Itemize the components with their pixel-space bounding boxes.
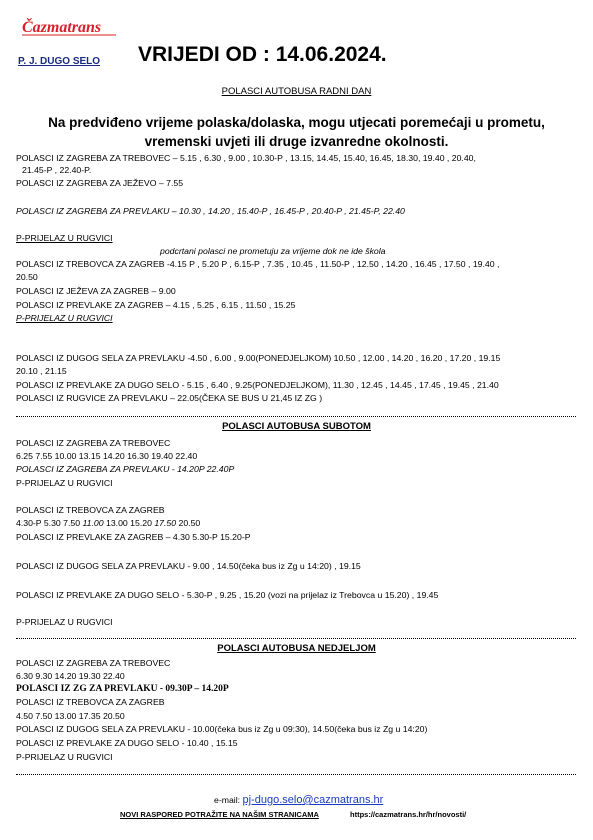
unit-label: P. J. DUGO SELO bbox=[18, 56, 101, 67]
saturday-line: POLASCI IZ TREBOVCA ZA ZAGREB bbox=[16, 505, 165, 515]
email-row bbox=[214, 794, 383, 806]
weekday-line: POLASCI IZ DUGOG SELA ZA PREVLAKU -4.50 , 6.00 , 9.00(PONEDJELJKOM) 10.50 , 12.00 , 14.20 , 16.20 , 17.20 , 19.15 bbox=[16, 353, 501, 363]
sunday-line: POLASCI IZ ZG ZA PREVLAKU - 09.30P – 14.20P bbox=[16, 684, 229, 694]
time-italic: 17.50 bbox=[154, 518, 177, 528]
weekday-line: POLASCI IZ JEŽEVA ZA ZAGREB – 9.00 bbox=[16, 286, 176, 296]
weekday-line: POLASCI IZ ZAGREBA ZA TREBOVEC – 5.15 , 6.30 , 9.00 , 10.30-P , 13.15, 14.45, 15.40, 16.45, 18.30, 19.40 , 20.40, bbox=[16, 153, 476, 163]
time-italic: 11.00 bbox=[82, 518, 104, 528]
sunday-line: POLASCI IZ DUGOG SELA ZA PREVLAKU - 10.00(čeka bus iz Zg u 09:30), 14.50(čeka bus iz Zg u 14:20) bbox=[16, 724, 428, 734]
sunday-line: 4.50 7.50 13.00 17.35 20.50 bbox=[16, 711, 125, 721]
saturday-line: POLASCI IZ ZAGREBA ZA PREVLAKU - 14.20P 22.40P bbox=[16, 464, 235, 474]
valid-from-title: VRIJEDI OD : 14.06.2024. bbox=[138, 43, 387, 66]
section-divider bbox=[16, 774, 576, 775]
school-note: podcrtani polasci ne prometuju za vrijeme dok ne ide škola bbox=[160, 246, 386, 256]
saturday-line: 6.25 7.55 10.00 13.15 14.20 16.30 19.40 22.40 bbox=[16, 451, 198, 461]
section-divider bbox=[16, 416, 576, 417]
time-group: 4.30-P 5.30 7.50 bbox=[16, 518, 83, 528]
saturday-line: POLASCI IZ ZAGREBA ZA TREBOVEC bbox=[16, 438, 171, 448]
email-link[interactable]: pj-dugo.selo@cazmatrans.hr bbox=[242, 794, 384, 806]
weekday-line: POLASCI IZ RUGVICE ZA PREVLAKU – 22.05(ČEKA SE BUS U 21,45 IZ ZG ) bbox=[16, 393, 323, 403]
weekday-line: POLASCI IZ PREVLAKE ZA DUGO SELO - 5.15 , 6.40 , 9.25(PONEDJELJKOM), 11.30 , 12.45 , 14.45 , 17.45 , 19.45 , 21.40 bbox=[16, 380, 499, 390]
notice-line-1: Na predviđeno vrijeme polaska/dolaska, mogu utjecati poremećaji u prometu, bbox=[48, 115, 545, 130]
time-group: 20.50 bbox=[176, 518, 201, 528]
saturday-line: POLASCI IZ PREVLAKE ZA ZAGREB – 4.30 5.30-P 15.20-P bbox=[16, 532, 251, 542]
weekday-line: POLASCI IZ ZAGREBA ZA JEŽEVO – 7.55 bbox=[16, 178, 184, 188]
sunday-line: POLASCI IZ ZAGREBA ZA TREBOVEC bbox=[16, 658, 171, 668]
weekday-line: 20.10 , 21.15 bbox=[16, 366, 67, 376]
sunday-section-title: POLASCI AUTOBUSA NEDJELJOM bbox=[217, 643, 376, 654]
website-url[interactable]: https://cazmatrans.hr/hr/novosti/ bbox=[350, 810, 467, 819]
weekday-section-title: POLASCI AUTOBUSA RADNI DAN bbox=[221, 86, 372, 97]
weekday-line: POLASCI IZ ZAGREBA ZA PREVLAKU – 10.30 , 14.20 , 15.40-P , 16.45-P , 20.40-P , 21.45-P, 22.40 bbox=[16, 206, 405, 216]
section-divider bbox=[16, 638, 576, 639]
transfer-note: P-PRIJELAZ U RUGVICI bbox=[16, 752, 113, 762]
saturday-section-title: POLASCI AUTOBUSA SUBOTOM bbox=[222, 421, 371, 432]
sunday-line: POLASCI IZ TREBOVCA ZA ZAGREB bbox=[16, 697, 165, 707]
email-label: e-mail: bbox=[214, 795, 241, 805]
time-group: 13.00 15.20 bbox=[103, 518, 155, 528]
saturday-line: POLASCI IZ DUGOG SELA ZA PREVLAKU - 9.00 , 14.50(čeka bus iz Zg u 14:20) , 19.15 bbox=[16, 561, 361, 571]
transfer-note: P-PRIJELAZ U RUGVICI bbox=[16, 617, 113, 627]
schedule-note: NOVI RASPORED POTRAŽITE NA NAŠIM STRANICAMA bbox=[120, 810, 319, 819]
logo-wordmark: Čazmatrans bbox=[22, 19, 102, 36]
saturday-times-row bbox=[16, 518, 200, 529]
weekday-line: 20.50 bbox=[16, 272, 38, 282]
weekday-line: POLASCI IZ PREVLAKE ZA ZAGREB – 4.15 , 5.25 , 6.15 , 11.50 , 15.25 bbox=[16, 300, 296, 310]
notice-line-2: vremenski uvjeti ili druge izvanredne okolnosti. bbox=[144, 134, 449, 149]
transfer-note: P-PRIJELAZ U RUGVICI bbox=[16, 478, 113, 488]
saturday-line: POLASCI IZ PREVLAKE ZA DUGO SELO - 5.30-P , 9.25 , 15.20 (vozi na prijelaz iz Trebovca u 15.20) , 19.45 bbox=[16, 590, 439, 600]
sunday-line: POLASCI IZ PREVLAKE ZA DUGO SELO - 10.40 , 15.15 bbox=[16, 738, 238, 748]
weekday-line: 21.45-P , 22.40-P. bbox=[22, 165, 92, 175]
weekday-line: POLASCI IZ TREBOVCA ZA ZAGREB -4.15 P , 5.20 P , 6.15-P , 7.35 , 10.45 , 11.50-P , 12.50 , 14.20 , 16.45 , 17.50 , 19.40 , bbox=[16, 259, 500, 269]
sunday-line: 6.30 9.30 14.20 19.30 22.40 bbox=[16, 671, 125, 681]
transfer-note: P-PRIJELAZ U RUGVICI bbox=[16, 233, 113, 243]
transfer-note: P-PRIJELAZ U RUGVICI bbox=[16, 313, 113, 323]
company-logo bbox=[20, 16, 120, 38]
